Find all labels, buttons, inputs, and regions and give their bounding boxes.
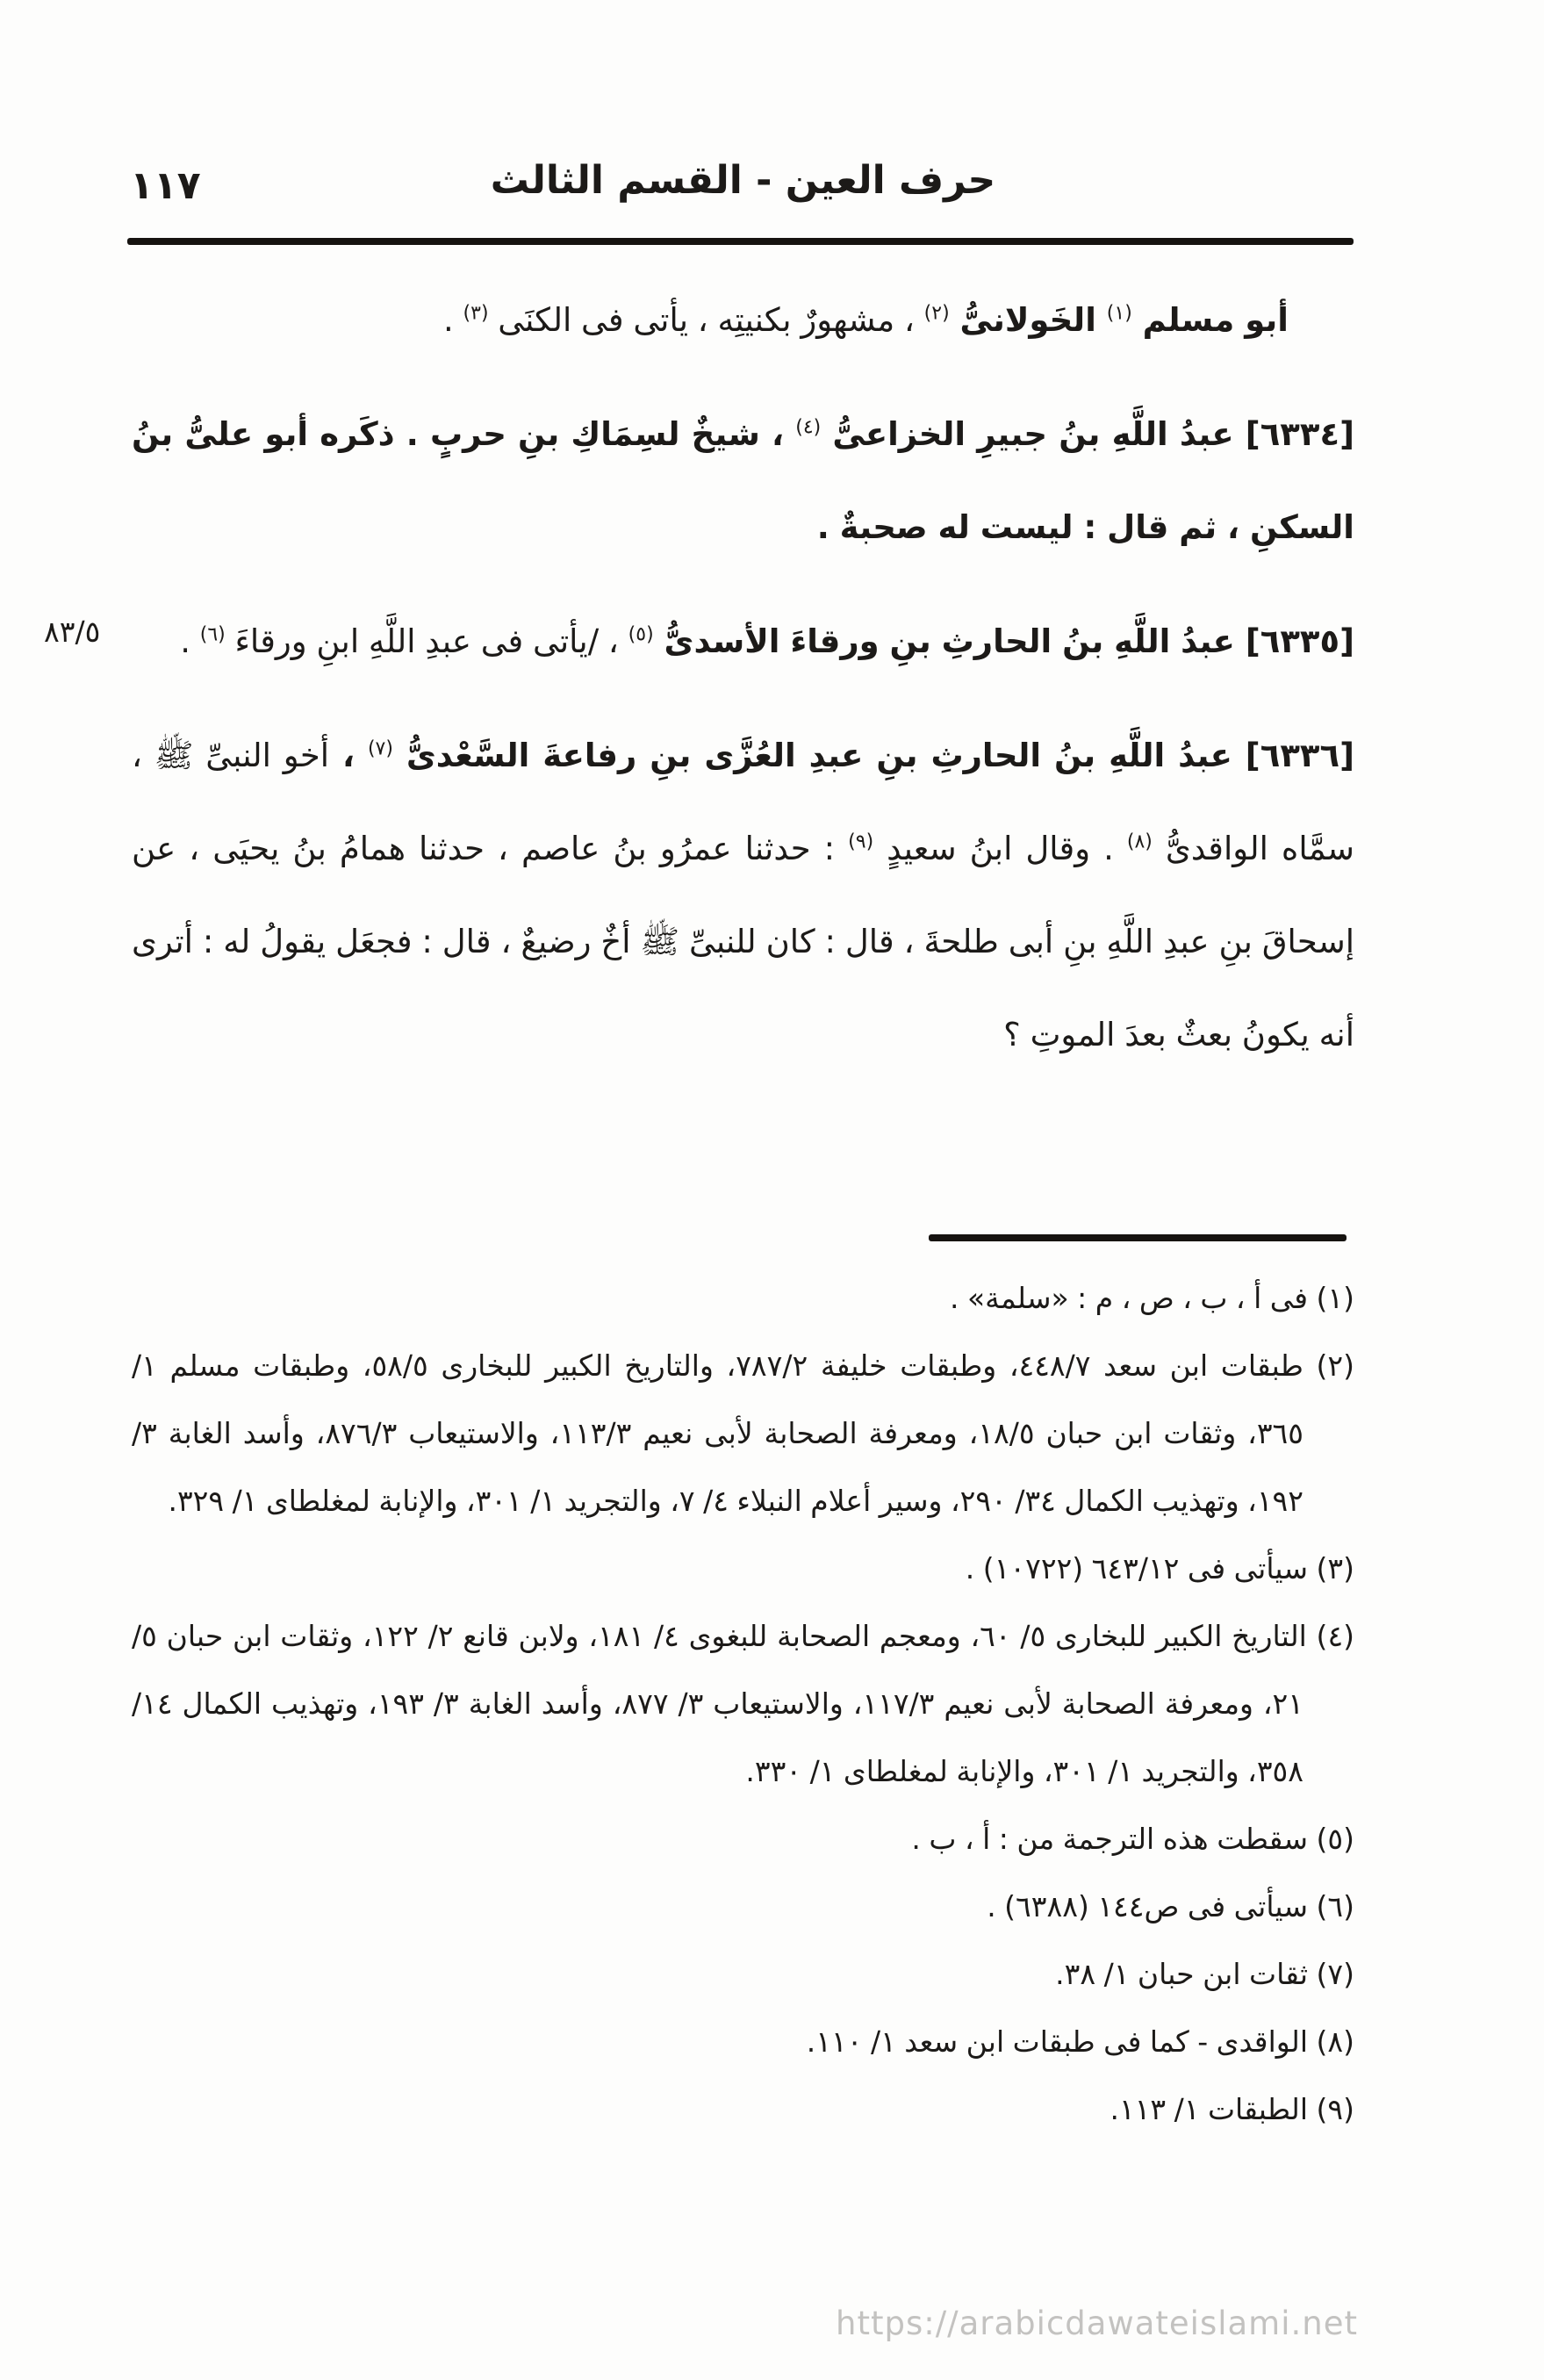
text-segment: عبدُ اللَّهِ بنُ الحارثِ بنِ عبدِ العُزَّى بنِ رفاعةَ السَّعْدىُّ bbox=[392, 737, 1232, 774]
footnote-marker: (٢) bbox=[923, 302, 950, 325]
entry-6336 bbox=[132, 709, 1354, 1082]
text-segment: ، شيخٌ لسِمَاكِ بنِ حربٍ . bbox=[394, 415, 796, 453]
footnote-marker: (٦) bbox=[199, 623, 226, 646]
footnote-item: (٥) سقطت هذه الترجمة من : أ ، ب . bbox=[911, 1822, 1354, 1856]
page-header-title: حرف العين - القسم الثالث bbox=[490, 158, 996, 203]
page-number: ١١٧ bbox=[130, 163, 201, 208]
text-segment: [٦٣٣٤] bbox=[1233, 415, 1354, 453]
footnote-item: (٩) الطبقات ١/ ١١٣. bbox=[1110, 2092, 1354, 2126]
footnote-item: (٤) التاريخ الكبير للبخارى ٥/ ٦٠، ومعجم الصحابة للبغوى ٤/ ١٨١، ولابن قانع ٢/ ١٢٢، وثقات ابن حبان ٥/ ٢١، ومعرفة الصحابة لأبى نعيم ١١٧/٣، والاستيعاب ٣/ ٨٧٧، وأسد الغابة ٣/ ١٩٣، وتهذيب الكمال ١٤/ ٣٥٨، والتجريد ١/ ٣٠١، والإنابة لمغلطاى ١/ ٣٣٠. bbox=[132, 1619, 1355, 1788]
footnote-item: (٧) ثقات ابن حبان ١/ ٣٨. bbox=[1055, 1957, 1354, 1991]
footnote-marker: (٨) bbox=[1126, 830, 1153, 853]
text-segment: الخَولانىُّ bbox=[949, 301, 1107, 339]
text-segment: . bbox=[442, 301, 463, 339]
footnote-item: (٣) سيأتى فى ٦٤٣/١٢ (١٠٧٢٢) . bbox=[965, 1551, 1354, 1585]
text-segment: ، /يأتى فى عبدِ اللَّهِ ابنِ ورقاءَ bbox=[225, 622, 628, 660]
entry-6334 bbox=[132, 388, 1354, 574]
footnote-marker: (٣) bbox=[463, 302, 489, 325]
text-segment: ، bbox=[329, 737, 368, 774]
text-segment: ، مشهورٌ بكنيتِه ، يأتى فى الكنَى bbox=[488, 301, 924, 339]
footnote-marker: (٤) bbox=[795, 416, 822, 439]
footnote-marker: (١) bbox=[1106, 302, 1132, 325]
body-text bbox=[132, 274, 1354, 1103]
footnote-item: (٢) طبقات ابن سعد ٤٤٨/٧، وطبقات خليفة ٧٨٧/٢، والتاريخ الكبير للبخارى ٥٨/٥، وطبقات مسلم ١/ ٣٦٥، وثقات ابن حبان ١٨/٥، ومعرفة الصحابة لأبى نعيم ١١٣/٣، والاستيعاب ٨٧٦/٣، وأسد الغابة ٣/ ١٩٢، وتهذيب الكمال ٣٤/ ٢٩٠، وسير أعلام النبلاء ٤/ ٧، والتجريد ١/ ٣٠١، والإنابة لمغلطاى ١/ ٣٢٩. bbox=[132, 1348, 1354, 1518]
footnote-marker: (٩) bbox=[848, 830, 874, 853]
entry-6335 bbox=[132, 595, 1354, 688]
text-segment: [٦٣٣٦] bbox=[1232, 737, 1354, 774]
footnote-marker: (٥) bbox=[628, 623, 654, 646]
footnote-item: (٦) سيأتى فى ص١٤٤ (٦٣٨٨) . bbox=[987, 1889, 1354, 1923]
text-segment: أخو النبىِّ ﷺ ، سمَّاه الواقدىُّ bbox=[132, 737, 1354, 867]
text-segment: : حدثنا عمرُو بنُ عاصم ، حدثنا همامُ بنُ يحيَى ، عن إسحاقَ بنِ عبدِ اللَّهِ بنِ أبى طلحةَ ، قال : كان للنبىِّ ﷺ أخٌ رضيعٌ ، قال : فجعَل يقولُ له : أترى أنه يكونُ بعثٌ بعدَ الموتِ ؟ bbox=[132, 830, 1354, 1053]
footnote-marker: (٧) bbox=[367, 737, 393, 760]
text-segment: ذكَره أبو علىُّ بنُ السكنِ ، ثم قال : ليست له صحبةٌ . bbox=[132, 415, 1354, 546]
text-segment: . وقال ابنُ سعيدٍ bbox=[873, 830, 1127, 867]
text-segment: أبو مسلم bbox=[1131, 301, 1289, 339]
paragraph-abu-muslim bbox=[132, 274, 1354, 367]
margin-volume-page-note: ٨٣/٥ bbox=[44, 615, 101, 649]
text-segment: [٦٣٣٥] bbox=[1234, 622, 1354, 660]
header-rule bbox=[127, 238, 1354, 245]
footnote-item: (٨) الواقدى - كما فى طبقات ابن سعد ١/ ١١٠. bbox=[806, 2024, 1354, 2059]
footnote-item: (١) فى أ ، ب ، ص ، م : «سلمة» . bbox=[949, 1281, 1354, 1315]
watermark: https://arabicdawateislami.net bbox=[836, 2305, 1358, 2342]
text-segment: عبدُ اللَّهِ بنُ الحارثِ بنِ ورقاءَ الأسدىُّ bbox=[653, 622, 1235, 660]
text-segment: . bbox=[180, 622, 200, 660]
text-segment: عبدُ اللَّهِ بنُ جبيرِ الخزاعىُّ bbox=[821, 415, 1234, 453]
footnote-divider bbox=[929, 1234, 1347, 1241]
footnotes bbox=[132, 1264, 1354, 2143]
